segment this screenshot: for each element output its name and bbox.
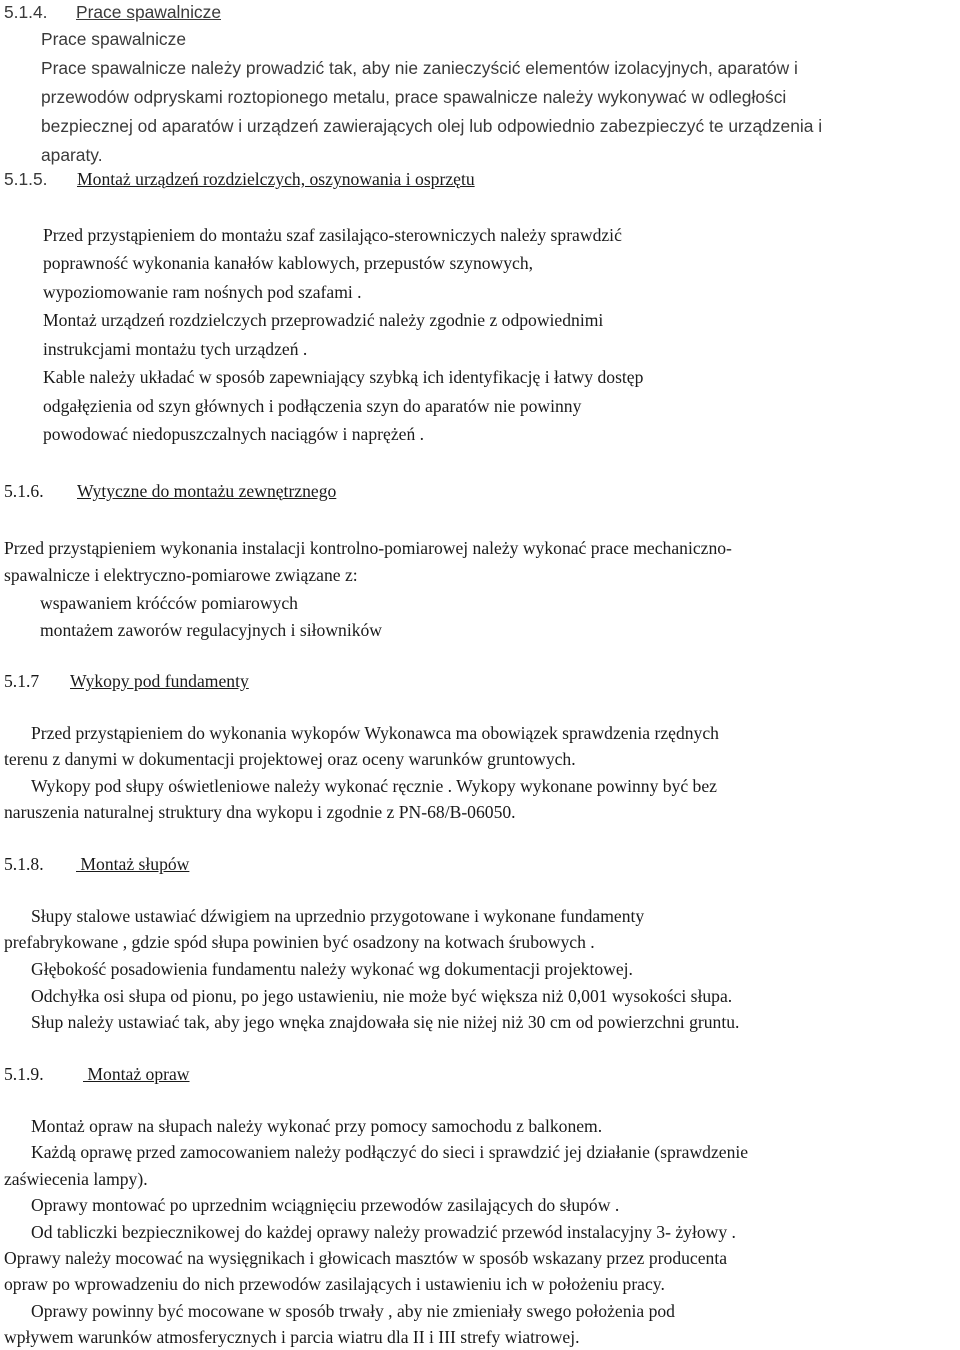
paragraph-line: Wykopy pod słupy oświetleniowe należy wykonać ręcznie . Wykopy wykonane powinny być bez xyxy=(31,776,717,796)
section-title: Wytyczne do montażu zewnętrznego xyxy=(77,481,337,501)
paragraph-line: Oprawy należy mocować na wysięgnikach i głowicach masztów w sposób wskazany przez producenta xyxy=(4,1248,728,1268)
list-item: montażem zaworów regulacyjnych i siłowników xyxy=(40,620,383,640)
paragraph-line: powodować niedopuszczalnych naciągów i naprężeń . xyxy=(43,424,425,444)
section-heading xyxy=(4,1062,190,1086)
section-heading xyxy=(4,0,221,24)
list-item: wspawaniem króćców pomiarowych xyxy=(40,593,298,613)
paragraph-line: Odchyłka osi słupa od pionu, po jego ustawieniu, nie może być większa niż 0,001 wysokości słupa. xyxy=(31,986,733,1006)
section-number: 5.1.9. xyxy=(4,1064,44,1084)
section-heading xyxy=(4,852,189,876)
paragraph-line: Prace spawalnicze xyxy=(41,29,186,49)
section-number: 5.1.4. xyxy=(4,2,48,22)
paragraph-line: odgałęzienia od szyn głównych i podłączenia szyn do aparatów nie powinny xyxy=(43,396,582,416)
paragraph-line: Montaż opraw na słupach należy wykonać przy pomocy samochodu z balkonem. xyxy=(31,1116,603,1136)
paragraph-line: wypoziomowanie ram nośnych pod szafami . xyxy=(43,282,362,302)
section-number-5-1-5 xyxy=(4,167,48,191)
paragraph-line: opraw po wprowadzeniu do nich przewodów zasilających i ustawieniu ich w położeniu pracy. xyxy=(4,1274,665,1294)
paragraph-line: aparaty. xyxy=(41,145,103,165)
section-number: 5.1.8. xyxy=(4,854,44,874)
paragraph-line: bezpiecznej od aparatów i urządzeń zawierających olej lub odpowiednio zabezpieczyć te urządzenia i xyxy=(41,116,823,136)
section-title: Montaż urządzeń rozdzielczych, oszynowania i osprzętu xyxy=(77,169,475,189)
paragraph-line: Słup należy ustawiać tak, aby jego wnęka znajdowała się nie niżej niż 30 cm od powierzchni gruntu. xyxy=(31,1012,740,1032)
paragraph-line: Oprawy montować po uprzednim wciągnięciu przewodów zasilających do słupów . xyxy=(31,1195,620,1215)
paragraph-line: Przed przystąpieniem do wykonania wykopów Wykonawca ma obowiązek sprawdzenia rzędnych xyxy=(31,723,719,743)
section-title: Prace spawalnicze xyxy=(76,2,221,22)
paragraph-line: Przed przystąpieniem do montażu szaf zasilająco-sterowniczych należy sprawdzić xyxy=(43,225,622,245)
paragraph-line: instrukcjami montażu tych urządzeń . xyxy=(43,339,308,359)
paragraph-line: przewodów odpryskami roztopionego metalu, prace spawalnicze należy wykonywać w odległości xyxy=(41,87,787,107)
paragraph-line: poprawność wykonania kanałów kablowych, przepustów szynowych, xyxy=(43,253,534,273)
paragraph-line: Przed przystąpieniem wykonania instalacji kontrolno-pomiarowej należy wykonać prace mechaniczno- xyxy=(4,538,732,558)
paragraph-line: Montaż urządzeń rozdzielczych przeprowadzić należy zgodnie z odpowiednimi xyxy=(43,310,604,330)
section-heading xyxy=(4,479,336,503)
paragraph-line: Prace spawalnicze należy prowadzić tak, aby nie zanieczyścić elementów izolacyjnych, aparatów i xyxy=(41,58,798,78)
paragraph-line: wpływem warunków atmosferycznych i parcia wiatru dla II i III strefy wiatrowej. xyxy=(4,1327,580,1347)
paragraph-line: Słupy stalowe ustawiać dźwigiem na uprzednio przygotowane i wykonane fundamenty xyxy=(31,906,645,926)
paragraph-line: spawalnicze i elektryczno-pomiarowe związane z: xyxy=(4,565,358,585)
paragraph-line: Od tabliczki bezpiecznikowej do każdej oprawy należy prowadzić przewód instalacyjny 3- żyłowy . xyxy=(31,1222,736,1242)
section-title: Montaż słupów xyxy=(76,854,190,874)
section-number: 5.1.7 xyxy=(4,671,40,691)
section-number: 5.1.6. xyxy=(4,481,44,501)
section-title: Montaż opraw xyxy=(83,1064,190,1084)
paragraph-line: prefabrykowane , gdzie spód słupa powinien być osadzony na kotwach śrubowych . xyxy=(4,932,595,952)
section-title: Wykopy pod fundamenty xyxy=(70,671,249,691)
paragraph-line: Każdą oprawę przed zamocowaniem należy podłączyć do sieci i sprawdzić jej działanie (sprawdzenie xyxy=(31,1142,749,1162)
paragraph-line: Głębokość posadowienia fundamentu należy wykonać wg dokumentacji projektowej. xyxy=(31,959,633,979)
paragraph-line: Oprawy powinny być mocowane w sposób trwały , aby nie zmieniały swego położenia pod xyxy=(31,1301,675,1321)
paragraph-line: zaświecenia lampy). xyxy=(4,1169,148,1189)
section-heading xyxy=(77,167,475,191)
paragraph-line: naruszenia naturalnej struktury dna wykopu i zgodnie z PN-68/B-06050. xyxy=(4,802,516,822)
paragraph-line: terenu z danymi w dokumentacji projektowej oraz oceny warunków gruntowych. xyxy=(4,749,576,769)
section-heading xyxy=(4,669,249,693)
paragraph-line: Kable należy układać w sposób zapewniający szybką ich identyfikację i łatwy dostęp xyxy=(43,367,644,387)
section-number: 5.1.5. xyxy=(4,169,48,189)
